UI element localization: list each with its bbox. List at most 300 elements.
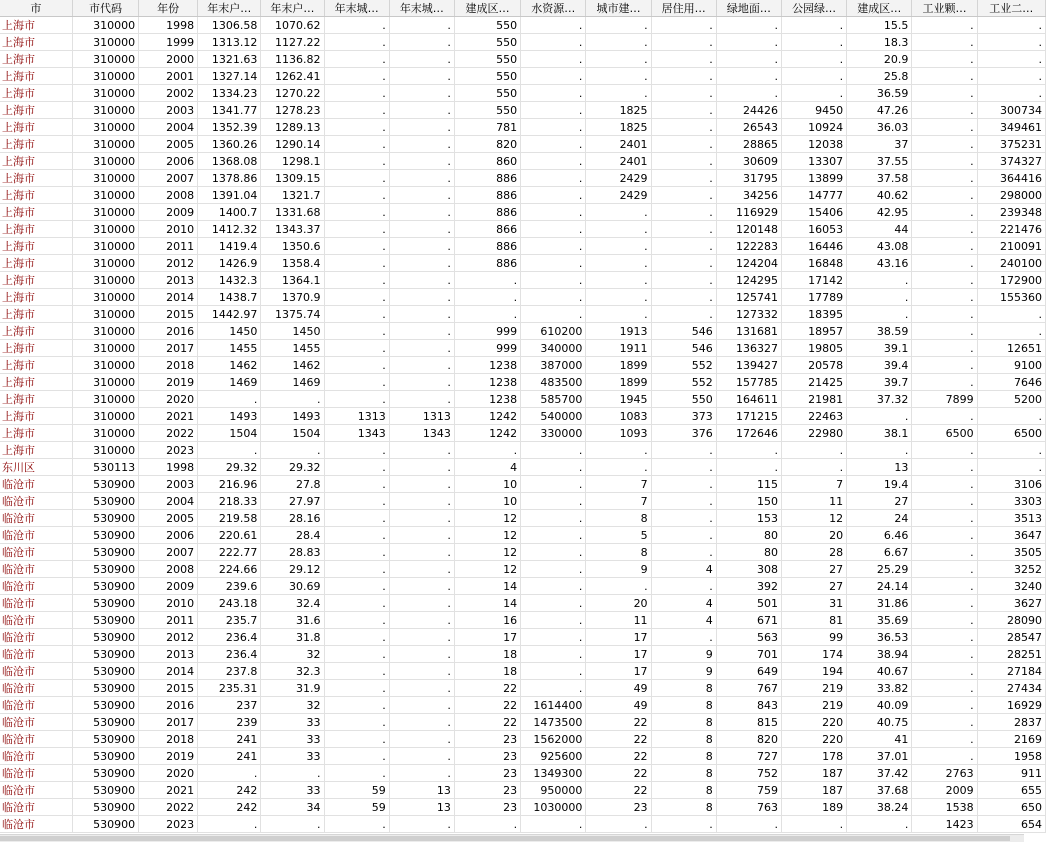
table-cell[interactable]: 483500	[521, 374, 586, 391]
city-cell[interactable]: 临沧市	[0, 663, 72, 680]
table-cell[interactable]: 34256	[716, 187, 781, 204]
table-cell[interactable]: 310000	[72, 102, 138, 119]
table-cell[interactable]: .	[324, 51, 389, 68]
table-cell[interactable]: 16929	[977, 697, 1045, 714]
table-cell[interactable]: 22	[454, 714, 520, 731]
table-cell[interactable]: 216.96	[198, 476, 261, 493]
table-cell[interactable]: .	[324, 289, 389, 306]
table-cell[interactable]: 2010	[139, 221, 198, 238]
table-cell[interactable]: 220	[781, 714, 846, 731]
table-cell[interactable]: 27.8	[261, 476, 324, 493]
table-cell[interactable]: 23	[586, 799, 651, 816]
table-cell[interactable]: 2021	[139, 782, 198, 799]
city-cell[interactable]: 临沧市	[0, 697, 72, 714]
table-cell[interactable]: .	[977, 17, 1045, 34]
table-cell[interactable]: 1899	[586, 374, 651, 391]
table-row[interactable]	[0, 187, 1046, 204]
table-cell[interactable]: 3252	[977, 561, 1045, 578]
table-cell[interactable]: 33	[261, 782, 324, 799]
table-cell[interactable]: 530900	[72, 697, 138, 714]
table-cell[interactable]: 374327	[977, 153, 1045, 170]
table-cell[interactable]: 31.8	[261, 629, 324, 646]
table-cell[interactable]: 1278.23	[261, 102, 324, 119]
table-cell[interactable]: .	[651, 153, 716, 170]
table-cell[interactable]: .	[912, 17, 977, 34]
table-row[interactable]	[0, 391, 1046, 408]
table-cell[interactable]: 36.03	[847, 119, 912, 136]
table-cell[interactable]: 649	[716, 663, 781, 680]
column-header[interactable]: 年末户…	[198, 0, 261, 17]
table-cell[interactable]: .	[454, 816, 520, 833]
table-row[interactable]	[0, 612, 1046, 629]
table-cell[interactable]: .	[912, 85, 977, 102]
city-cell[interactable]: 上海市	[0, 289, 72, 306]
table-cell[interactable]: 27	[781, 561, 846, 578]
table-cell[interactable]: 2429	[586, 170, 651, 187]
city-cell[interactable]: 临沧市	[0, 816, 72, 833]
table-cell[interactable]: .	[912, 204, 977, 221]
table-row[interactable]	[0, 34, 1046, 51]
table-cell[interactable]: .	[198, 816, 261, 833]
table-cell[interactable]: 2004	[139, 119, 198, 136]
table-cell[interactable]: 310000	[72, 17, 138, 34]
table-cell[interactable]: 12	[781, 510, 846, 527]
table-cell[interactable]: 30609	[716, 153, 781, 170]
table-cell[interactable]: 235.7	[198, 612, 261, 629]
table-cell[interactable]: .	[389, 204, 454, 221]
table-cell[interactable]: .	[912, 153, 977, 170]
table-cell[interactable]: 1391.04	[198, 187, 261, 204]
table-row[interactable]	[0, 765, 1046, 782]
table-cell[interactable]: 19.4	[847, 476, 912, 493]
city-cell[interactable]: 上海市	[0, 153, 72, 170]
table-cell[interactable]: .	[781, 34, 846, 51]
table-cell[interactable]: .	[912, 527, 977, 544]
table-cell[interactable]: 1899	[586, 357, 651, 374]
table-cell[interactable]: 49	[586, 680, 651, 697]
table-cell[interactable]: .	[586, 204, 651, 221]
city-cell[interactable]: 临沧市	[0, 510, 72, 527]
table-cell[interactable]: 23	[454, 731, 520, 748]
table-cell[interactable]: 15406	[781, 204, 846, 221]
table-cell[interactable]: 2013	[139, 646, 198, 663]
table-cell[interactable]: .	[389, 629, 454, 646]
table-cell[interactable]: .	[651, 136, 716, 153]
table-cell[interactable]: 2022	[139, 799, 198, 816]
table-cell[interactable]: 4	[651, 612, 716, 629]
city-cell[interactable]: 临沧市	[0, 493, 72, 510]
table-cell[interactable]: 239.6	[198, 578, 261, 595]
table-cell[interactable]: 3505	[977, 544, 1045, 561]
table-cell[interactable]: .	[324, 357, 389, 374]
table-cell[interactable]: 1998	[139, 459, 198, 476]
table-cell[interactable]: .	[912, 51, 977, 68]
table-cell[interactable]: 2005	[139, 136, 198, 153]
table-cell[interactable]: .	[521, 680, 586, 697]
table-cell[interactable]: 298000	[977, 187, 1045, 204]
table-cell[interactable]: 1321.63	[198, 51, 261, 68]
table-cell[interactable]: 31.9	[261, 680, 324, 697]
table-cell[interactable]: 3240	[977, 578, 1045, 595]
table-cell[interactable]: .	[261, 391, 324, 408]
table-cell[interactable]: 1313	[389, 408, 454, 425]
column-header[interactable]: 建成区…	[454, 0, 520, 17]
table-cell[interactable]: 155360	[977, 289, 1045, 306]
table-cell[interactable]: 310000	[72, 204, 138, 221]
table-cell[interactable]: 194	[781, 663, 846, 680]
table-cell[interactable]: .	[324, 629, 389, 646]
table-cell[interactable]: .	[651, 527, 716, 544]
table-cell[interactable]: 25.29	[847, 561, 912, 578]
table-cell[interactable]: 1999	[139, 34, 198, 51]
table-cell[interactable]: 12038	[781, 136, 846, 153]
table-cell[interactable]: .	[781, 85, 846, 102]
table-row[interactable]	[0, 357, 1046, 374]
table-cell[interactable]: .	[324, 187, 389, 204]
table-cell[interactable]: .	[912, 34, 977, 51]
table-cell[interactable]: .	[521, 493, 586, 510]
table-cell[interactable]: .	[521, 510, 586, 527]
city-cell[interactable]: 临沧市	[0, 646, 72, 663]
table-cell[interactable]: 7646	[977, 374, 1045, 391]
table-cell[interactable]: .	[521, 221, 586, 238]
table-cell[interactable]: 16053	[781, 221, 846, 238]
table-cell[interactable]: 220	[781, 731, 846, 748]
table-cell[interactable]: .	[716, 85, 781, 102]
table-cell[interactable]: 59	[324, 782, 389, 799]
table-cell[interactable]: 530900	[72, 748, 138, 765]
table-cell[interactable]: .	[912, 238, 977, 255]
table-cell[interactable]: 1070.62	[261, 17, 324, 34]
table-cell[interactable]: 40.62	[847, 187, 912, 204]
table-cell[interactable]: .	[521, 255, 586, 272]
table-cell[interactable]: .	[912, 340, 977, 357]
table-cell[interactable]: .	[651, 629, 716, 646]
table-cell[interactable]: .	[912, 561, 977, 578]
table-cell[interactable]: 219	[781, 680, 846, 697]
table-cell[interactable]: 239	[198, 714, 261, 731]
table-cell[interactable]: 1242	[454, 408, 520, 425]
table-cell[interactable]: .	[389, 476, 454, 493]
table-row[interactable]	[0, 68, 1046, 85]
table-row[interactable]	[0, 102, 1046, 119]
table-cell[interactable]: 1504	[198, 425, 261, 442]
table-cell[interactable]: 23	[454, 748, 520, 765]
table-cell[interactable]: 530900	[72, 646, 138, 663]
table-cell[interactable]: .	[324, 136, 389, 153]
table-cell[interactable]: 1343	[389, 425, 454, 442]
table-cell[interactable]: .	[521, 51, 586, 68]
table-cell[interactable]: .	[324, 255, 389, 272]
table-cell[interactable]: 24	[847, 510, 912, 527]
table-cell[interactable]: 925600	[521, 748, 586, 765]
table-cell[interactable]: 2008	[139, 187, 198, 204]
table-cell[interactable]: 866	[454, 221, 520, 238]
table-cell[interactable]: 1825	[586, 119, 651, 136]
table-cell[interactable]: .	[847, 306, 912, 323]
table-cell[interactable]: 1462	[261, 357, 324, 374]
table-cell[interactable]: .	[912, 493, 977, 510]
table-cell[interactable]: .	[521, 595, 586, 612]
table-row[interactable]	[0, 748, 1046, 765]
table-row[interactable]	[0, 595, 1046, 612]
table-cell[interactable]: 27434	[977, 680, 1045, 697]
table-cell[interactable]: 1238	[454, 391, 520, 408]
table-cell[interactable]: 530900	[72, 578, 138, 595]
table-cell[interactable]: .	[781, 51, 846, 68]
table-cell[interactable]: 220.61	[198, 527, 261, 544]
table-cell[interactable]: .	[324, 153, 389, 170]
table-cell[interactable]: 654	[977, 816, 1045, 833]
table-cell[interactable]: .	[324, 204, 389, 221]
table-cell[interactable]: .	[521, 17, 586, 34]
table-cell[interactable]: .	[912, 663, 977, 680]
table-cell[interactable]: 530900	[72, 561, 138, 578]
table-cell[interactable]: .	[521, 527, 586, 544]
table-cell[interactable]: .	[977, 459, 1045, 476]
table-cell[interactable]: 33	[261, 714, 324, 731]
table-cell[interactable]: .	[324, 748, 389, 765]
table-cell[interactable]: .	[389, 442, 454, 459]
table-cell[interactable]: .	[781, 459, 846, 476]
table-cell[interactable]: 563	[716, 629, 781, 646]
table-cell[interactable]: .	[389, 510, 454, 527]
table-cell[interactable]: .	[847, 289, 912, 306]
table-cell[interactable]: 157785	[716, 374, 781, 391]
table-cell[interactable]: .	[847, 408, 912, 425]
table-cell[interactable]: 1093	[586, 425, 651, 442]
table-cell[interactable]: 2006	[139, 153, 198, 170]
table-cell[interactable]: 1400.7	[198, 204, 261, 221]
table-cell[interactable]: .	[586, 85, 651, 102]
table-cell[interactable]: .	[389, 731, 454, 748]
table-cell[interactable]: .	[912, 374, 977, 391]
table-cell[interactable]: 752	[716, 765, 781, 782]
table-cell[interactable]: 16848	[781, 255, 846, 272]
table-cell[interactable]: .	[651, 68, 716, 85]
table-cell[interactable]: 49	[586, 697, 651, 714]
table-cell[interactable]: 1825	[586, 102, 651, 119]
table-cell[interactable]: .	[521, 85, 586, 102]
table-cell[interactable]: 330000	[521, 425, 586, 442]
table-cell[interactable]: 1913	[586, 323, 651, 340]
table-row[interactable]	[0, 136, 1046, 153]
table-cell[interactable]: 16	[454, 612, 520, 629]
table-cell[interactable]: 1469	[198, 374, 261, 391]
table-cell[interactable]: .	[521, 816, 586, 833]
city-cell[interactable]: 上海市	[0, 85, 72, 102]
city-cell[interactable]: 临沧市	[0, 527, 72, 544]
table-row[interactable]	[0, 459, 1046, 476]
table-cell[interactable]: .	[977, 85, 1045, 102]
table-cell[interactable]: 2012	[139, 629, 198, 646]
table-cell[interactable]: .	[586, 68, 651, 85]
table-cell[interactable]: .	[324, 612, 389, 629]
city-cell[interactable]: 临沧市	[0, 561, 72, 578]
table-cell[interactable]: .	[389, 323, 454, 340]
table-cell[interactable]: 2018	[139, 731, 198, 748]
table-cell[interactable]: .	[781, 816, 846, 833]
table-cell[interactable]: 1298.1	[261, 153, 324, 170]
table-cell[interactable]: 2004	[139, 493, 198, 510]
table-cell[interactable]: .	[324, 340, 389, 357]
table-cell[interactable]: 239348	[977, 204, 1045, 221]
table-cell[interactable]: 1562000	[521, 731, 586, 748]
table-row[interactable]	[0, 340, 1046, 357]
table-cell[interactable]: .	[521, 119, 586, 136]
table-cell[interactable]: 22463	[781, 408, 846, 425]
table-cell[interactable]: 24.14	[847, 578, 912, 595]
table-cell[interactable]: 546	[651, 340, 716, 357]
table-cell[interactable]: .	[521, 442, 586, 459]
table-cell[interactable]: 10	[454, 476, 520, 493]
table-cell[interactable]: 43.16	[847, 255, 912, 272]
table-cell[interactable]: 860	[454, 153, 520, 170]
table-cell[interactable]: 14	[454, 595, 520, 612]
table-cell[interactable]: 3303	[977, 493, 1045, 510]
table-cell[interactable]: 13899	[781, 170, 846, 187]
table-cell[interactable]: 240100	[977, 255, 1045, 272]
table-cell[interactable]: .	[912, 119, 977, 136]
table-cell[interactable]: .	[651, 289, 716, 306]
table-row[interactable]	[0, 527, 1046, 544]
table-cell[interactable]: 1432.3	[198, 272, 261, 289]
table-cell[interactable]: 124295	[716, 272, 781, 289]
table-cell[interactable]: .	[389, 646, 454, 663]
table-cell[interactable]: 17142	[781, 272, 846, 289]
table-cell[interactable]: 1911	[586, 340, 651, 357]
table-cell[interactable]: 2019	[139, 374, 198, 391]
city-cell[interactable]: 上海市	[0, 357, 72, 374]
table-cell[interactable]: .	[389, 255, 454, 272]
table-cell[interactable]: 530900	[72, 510, 138, 527]
table-cell[interactable]: 1469	[261, 374, 324, 391]
table-cell[interactable]: 1238	[454, 374, 520, 391]
column-header[interactable]: 公园绿…	[781, 0, 846, 17]
city-cell[interactable]: 临沧市	[0, 714, 72, 731]
scrollbar-thumb[interactable]	[0, 836, 1010, 841]
table-cell[interactable]: 16446	[781, 238, 846, 255]
table-cell[interactable]: .	[586, 51, 651, 68]
table-cell[interactable]: 550	[651, 391, 716, 408]
table-cell[interactable]: .	[389, 187, 454, 204]
table-row[interactable]	[0, 714, 1046, 731]
table-cell[interactable]: 27	[781, 578, 846, 595]
table-cell[interactable]: 1438.7	[198, 289, 261, 306]
table-cell[interactable]: 540000	[521, 408, 586, 425]
table-cell[interactable]: 9450	[781, 102, 846, 119]
table-cell[interactable]: 550	[454, 68, 520, 85]
table-cell[interactable]: 22	[586, 731, 651, 748]
table-cell[interactable]: 340000	[521, 340, 586, 357]
city-cell[interactable]: 上海市	[0, 136, 72, 153]
city-cell[interactable]: 上海市	[0, 391, 72, 408]
table-cell[interactable]: 23	[454, 799, 520, 816]
table-cell[interactable]: .	[324, 595, 389, 612]
table-cell[interactable]: 31795	[716, 170, 781, 187]
table-cell[interactable]: 530900	[72, 595, 138, 612]
table-cell[interactable]: 8	[586, 544, 651, 561]
table-cell[interactable]: .	[586, 17, 651, 34]
table-cell[interactable]: 21981	[781, 391, 846, 408]
table-cell[interactable]: 210091	[977, 238, 1045, 255]
column-header[interactable]: 居住用…	[651, 0, 716, 17]
table-cell[interactable]: 242	[198, 799, 261, 816]
table-cell[interactable]: 550	[454, 17, 520, 34]
table-row[interactable]	[0, 306, 1046, 323]
table-cell[interactable]: 37.32	[847, 391, 912, 408]
table-cell[interactable]: .	[586, 272, 651, 289]
table-cell[interactable]: 2011	[139, 612, 198, 629]
table-cell[interactable]: 2019	[139, 748, 198, 765]
table-cell[interactable]: .	[324, 561, 389, 578]
table-cell[interactable]: 2016	[139, 697, 198, 714]
city-cell[interactable]: 上海市	[0, 17, 72, 34]
table-cell[interactable]: .	[389, 221, 454, 238]
table-cell[interactable]: .	[521, 459, 586, 476]
table-cell[interactable]: 99	[781, 629, 846, 646]
table-cell[interactable]: 2005	[139, 510, 198, 527]
table-cell[interactable]: .	[586, 816, 651, 833]
table-cell[interactable]: 999	[454, 340, 520, 357]
city-cell[interactable]: 上海市	[0, 340, 72, 357]
table-cell[interactable]: 38.94	[847, 646, 912, 663]
table-cell[interactable]: 1238	[454, 357, 520, 374]
table-cell[interactable]: 310000	[72, 391, 138, 408]
table-cell[interactable]: 242	[198, 782, 261, 799]
table-cell[interactable]: 550	[454, 34, 520, 51]
table-cell[interactable]: 20	[781, 527, 846, 544]
table-cell[interactable]: .	[716, 816, 781, 833]
table-cell[interactable]: .	[521, 34, 586, 51]
table-cell[interactable]: 236.4	[198, 629, 261, 646]
table-cell[interactable]: 530900	[72, 782, 138, 799]
column-header[interactable]: 水资源…	[521, 0, 586, 17]
table-cell[interactable]: 8	[651, 748, 716, 765]
table-cell[interactable]: 40.75	[847, 714, 912, 731]
table-cell[interactable]: 349461	[977, 119, 1045, 136]
table-cell[interactable]: 2006	[139, 527, 198, 544]
table-cell[interactable]: .	[586, 442, 651, 459]
table-cell[interactable]: .	[324, 323, 389, 340]
table-cell[interactable]: 241	[198, 748, 261, 765]
table-cell[interactable]: 12	[454, 510, 520, 527]
table-cell[interactable]: .	[651, 510, 716, 527]
table-cell[interactable]: 8	[651, 799, 716, 816]
table-cell[interactable]: .	[912, 68, 977, 85]
table-cell[interactable]: .	[912, 680, 977, 697]
table-cell[interactable]: 2837	[977, 714, 1045, 731]
city-cell[interactable]: 东川区	[0, 459, 72, 476]
table-cell[interactable]: 781	[454, 119, 520, 136]
table-cell[interactable]: .	[389, 527, 454, 544]
table-cell[interactable]: 1313	[324, 408, 389, 425]
table-cell[interactable]: 820	[454, 136, 520, 153]
city-cell[interactable]: 上海市	[0, 51, 72, 68]
table-cell[interactable]: 2010	[139, 595, 198, 612]
table-cell[interactable]: 187	[781, 765, 846, 782]
table-cell[interactable]: .	[586, 459, 651, 476]
city-cell[interactable]: 上海市	[0, 425, 72, 442]
table-cell[interactable]: 950000	[521, 782, 586, 799]
table-cell[interactable]: 530900	[72, 714, 138, 731]
table-cell[interactable]: .	[198, 765, 261, 782]
table-cell[interactable]: 1262.41	[261, 68, 324, 85]
table-cell[interactable]: 9	[651, 663, 716, 680]
city-cell[interactable]: 临沧市	[0, 476, 72, 493]
table-cell[interactable]: 763	[716, 799, 781, 816]
table-cell[interactable]: 241	[198, 731, 261, 748]
